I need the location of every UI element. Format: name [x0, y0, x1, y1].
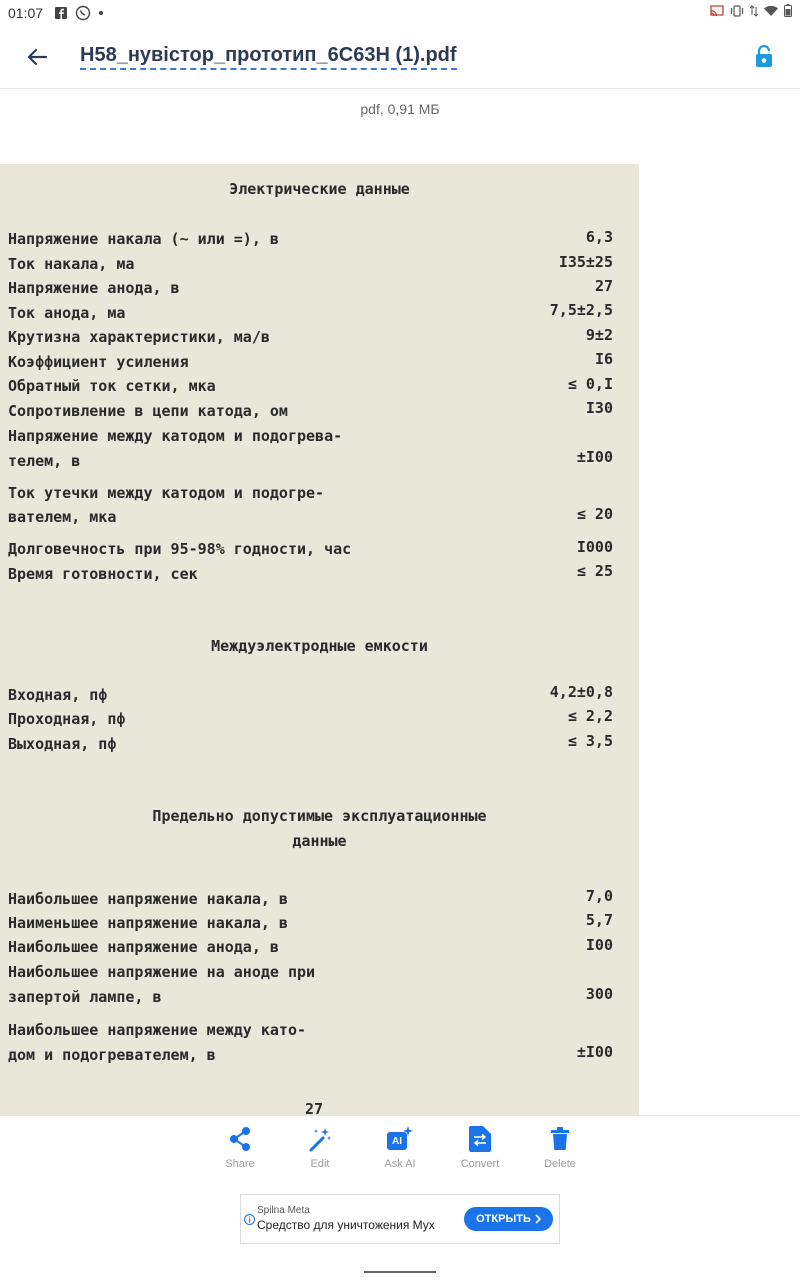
electrical-label: Напряжение накала (~ или =), в: [8, 230, 279, 248]
electrical-value: 7,5±2,5: [549, 301, 613, 319]
electrical-label: Крутизна характеристики, ма/в: [8, 328, 270, 346]
limits-value: ±I00: [576, 1043, 613, 1061]
share-button[interactable]: [205, 1124, 275, 1170]
battery-icon: [784, 4, 792, 17]
lock-button[interactable]: [750, 42, 778, 70]
ad-text: Средство для уничтожения Мух: [257, 1218, 435, 1232]
page-number: 27: [305, 1100, 324, 1115]
bottom-toolbar: [0, 1115, 800, 1186]
ask-ai-label: Ask AI: [384, 1158, 416, 1170]
electrical-label: Сопротивление в цепи катода, ом: [8, 402, 288, 420]
ad-brand: Spilna Meta: [257, 1205, 310, 1216]
delete-button[interactable]: [525, 1124, 595, 1170]
capacitance-value: ≤ 2,2: [567, 707, 613, 725]
electrical-value: 27: [594, 277, 613, 295]
electrical-value: I30: [585, 399, 613, 417]
electrical-label: телем, в: [8, 452, 81, 470]
electrical-label: Ток накала, ма: [8, 255, 135, 273]
limits-label: Наибольшее напряжение на аноде при: [8, 963, 316, 981]
vibrate-icon: [730, 5, 744, 17]
limits-value: 300: [585, 985, 613, 1003]
file-info: pdf, 0,91 МБ: [0, 88, 800, 131]
info-icon[interactable]: [244, 1214, 255, 1225]
back-button[interactable]: [22, 42, 52, 72]
capacitance-value: 4,2±0,8: [549, 683, 613, 701]
edit-button[interactable]: [285, 1124, 355, 1170]
electrical-label: Напряжение анода, в: [8, 279, 180, 297]
ad-banner[interactable]: [240, 1194, 560, 1244]
data-arrows-icon: [750, 5, 758, 17]
electrical-label: Напряжение между катодом и подогрева-: [8, 427, 343, 445]
capacitance-label: Выходная, пф: [8, 735, 117, 753]
lock-icon: [750, 42, 778, 70]
electrical-value: ≤ 25: [576, 562, 613, 580]
file-title[interactable]: Н58_нувістор_прототип_6С63Н (1).pdf: [80, 44, 457, 70]
ask-ai-button[interactable]: [365, 1124, 435, 1170]
capacitance-label: Входная, пф: [8, 686, 108, 704]
ad-open-label: ОТКРЫТЬ: [476, 1213, 531, 1225]
electrical-label: вателем, мка: [8, 508, 117, 526]
electrical-value: 9±2: [585, 326, 613, 344]
edit-label: Edit: [310, 1158, 330, 1170]
convert-label: Convert: [460, 1158, 500, 1170]
limits-label: дом и подогревателем, в: [8, 1046, 216, 1064]
pdf-page: [0, 164, 639, 1115]
app-bar: [0, 26, 800, 88]
gesture-handle[interactable]: [364, 1271, 436, 1273]
limits-value: 5,7: [585, 911, 613, 929]
electrical-value: ≤ 0,I: [567, 375, 613, 393]
chevron-right-icon: [535, 1214, 541, 1224]
viber-icon: [75, 5, 91, 21]
limits-label: Наименьшее напряжение накала, в: [8, 914, 288, 932]
delete-label: Delete: [544, 1158, 576, 1170]
ai-badge: AI: [387, 1132, 407, 1150]
limits-value: I00: [585, 936, 613, 954]
electrical-label: Долговечность при 95-98% годности, час: [8, 540, 352, 558]
heading-limits: Предельно допустимые эксплуатационные: [152, 807, 487, 825]
ai-icon: [387, 1126, 413, 1152]
trash-icon: [550, 1127, 570, 1151]
heading-capacitance: Междуэлектродные емкости: [211, 637, 428, 655]
limits-label: запертой лампе, в: [8, 988, 162, 1006]
sparkle-icon: [403, 1126, 413, 1136]
share-label: Share: [225, 1158, 255, 1170]
convert-document-icon: [469, 1126, 491, 1152]
share-icon: [228, 1126, 252, 1152]
status-bar: [0, 0, 800, 26]
limits-value: 7,0: [585, 887, 613, 905]
electrical-label: Ток утечки между катодом и подогре-: [8, 484, 325, 502]
ad-open-button[interactable]: [464, 1207, 553, 1231]
capacitance-value: ≤ 3,5: [567, 732, 613, 750]
electrical-value: I6: [594, 350, 613, 368]
electrical-value: ≤ 20: [576, 505, 613, 523]
electrical-label: Ток анода, ма: [8, 304, 126, 322]
limits-label: Наибольшее напряжение анода, в: [8, 938, 279, 956]
wifi-icon: [764, 5, 778, 17]
electrical-label: Коэффициент усиления: [8, 353, 189, 371]
limits-label: Наибольшее напряжение накала, в: [8, 890, 288, 908]
convert-button[interactable]: [445, 1124, 515, 1170]
limits-label: Наибольшее напряжение между като-: [8, 1021, 307, 1039]
status-time: 01:07: [8, 5, 44, 21]
heading-electrical: Электрические данные: [229, 180, 410, 198]
capacitance-label: Проходная, пф: [8, 710, 126, 728]
back-arrow-icon: [27, 48, 47, 66]
electrical-value: I35±25: [558, 253, 613, 271]
electrical-value: I000: [576, 538, 613, 556]
electrical-value: ±I00: [576, 448, 613, 466]
cast-icon: [710, 5, 724, 17]
facebook-icon: [55, 7, 67, 19]
electrical-label: Время готовности, сек: [8, 565, 198, 583]
electrical-value: 6,3: [585, 228, 613, 246]
magic-wand-icon: [307, 1126, 333, 1152]
dot-icon: [99, 11, 103, 15]
electrical-label: Обратный ток сетки, мка: [8, 377, 216, 395]
heading-limits-cont: данные: [292, 832, 347, 850]
pdf-viewer[interactable]: [0, 130, 800, 1115]
